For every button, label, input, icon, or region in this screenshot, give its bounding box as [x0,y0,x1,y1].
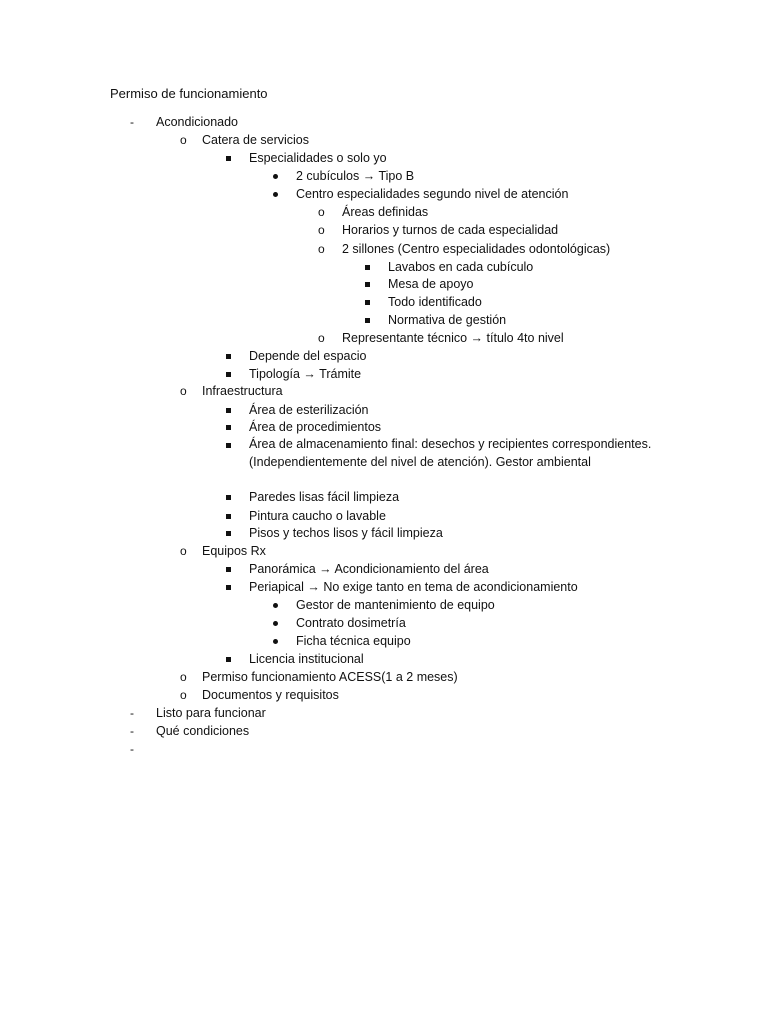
list-item-text: Permiso funcionamiento ACESS(1 a 2 meses) [202,670,458,684]
list-item-text: Catera de servicios [202,133,309,147]
square-bullet-icon [226,531,231,536]
list-item-text: Área de almacenamiento final: desechos y recipientes correspondientes. (Independientemente del nivel de atención). Gestor ambiental [249,437,652,469]
square-bullet-icon [365,282,370,287]
circle-bullet-icon: o [180,544,187,558]
square-bullet-icon [226,657,231,662]
circle-bullet-icon: o [180,688,187,702]
list-item-text: Tipología → Trámite [249,367,362,381]
square-bullet-icon [226,156,231,161]
list-item-text: Licencia institucional [249,652,364,666]
dot-bullet-icon [273,639,278,644]
square-bullet-icon [365,300,370,305]
list-item-text: Área de procedimientos [249,420,382,434]
list-item-text: Gestor de mantenimiento de equipo [296,598,495,612]
dot-bullet-icon [273,621,278,626]
list-item-text: Lavabos en cada cubículo [388,260,534,274]
document-title: Permiso de funcionamiento [110,86,268,101]
list-item-text: Horarios y turnos de cada especialidad [342,223,559,237]
square-bullet-icon [226,408,231,413]
dash-bullet-icon: - [130,706,134,720]
circle-bullet-icon: o [180,670,187,684]
square-bullet-icon [226,514,231,519]
circle-bullet-icon: o [318,242,325,256]
square-bullet-icon [365,265,370,270]
dash-bullet-icon: - [130,115,134,129]
list-item-text: Listo para funcionar [156,706,266,720]
dot-bullet-icon [273,192,278,197]
list-item-text: Contrato dosimetría [296,616,406,630]
square-bullet-icon [226,567,231,572]
list-item-text: Paredes lisas fácil limpieza [249,490,400,504]
list-item-text: Periapical → No exige tanto en tema de acondicionamiento [249,580,578,594]
square-bullet-icon [365,318,370,323]
list-item-text: 2 cubículos → Tipo B [296,169,415,183]
list-item-text: Panorámica → Acondicionamiento del área [249,562,489,576]
circle-bullet-icon: o [180,384,187,398]
circle-bullet-icon: o [318,205,325,219]
list-item-text: Área de esterilización [249,403,369,417]
list-item-text: Documentos y requisitos [202,688,339,702]
dot-bullet-icon [273,174,278,179]
list-item-text: Equipos Rx [202,544,266,558]
list-item-text: Representante técnico → título 4to nivel [342,331,564,345]
list-item-text: Mesa de apoyo [388,277,474,291]
list-item-text: Depende del espacio [249,349,367,363]
list-item-text: Pisos y techos lisos y fácil limpieza [249,526,443,540]
square-bullet-icon [226,354,231,359]
dot-bullet-icon [273,603,278,608]
square-bullet-icon [226,585,231,590]
square-bullet-icon [226,443,231,448]
list-item-text: Pintura caucho o lavable [249,509,386,523]
list-item-text: 2 sillones (Centro especialidades odontológicas) [342,242,611,256]
square-bullet-icon [226,495,231,500]
list-item-text: Qué condiciones [156,724,250,738]
list-item-text: Todo identificado [388,295,482,309]
list-item-text: Normativa de gestión [388,313,507,327]
dash-bullet-icon: - [130,724,134,738]
square-bullet-icon [226,425,231,430]
list-item-text: Acondicionado [156,115,239,129]
square-bullet-icon [226,372,231,377]
list-item-text: Áreas definidas [342,205,429,219]
circle-bullet-icon: o [318,223,325,237]
list-item-text: Especialidades o solo yo [249,151,387,165]
list-item-text: Infraestructura [202,384,283,398]
circle-bullet-icon: o [180,133,187,147]
list-item-text: Centro especialidades segundo nivel de atención [296,187,569,201]
list-item-text: Ficha técnica equipo [296,634,411,648]
circle-bullet-icon: o [318,331,325,345]
dash-bullet-icon: - [130,742,134,756]
